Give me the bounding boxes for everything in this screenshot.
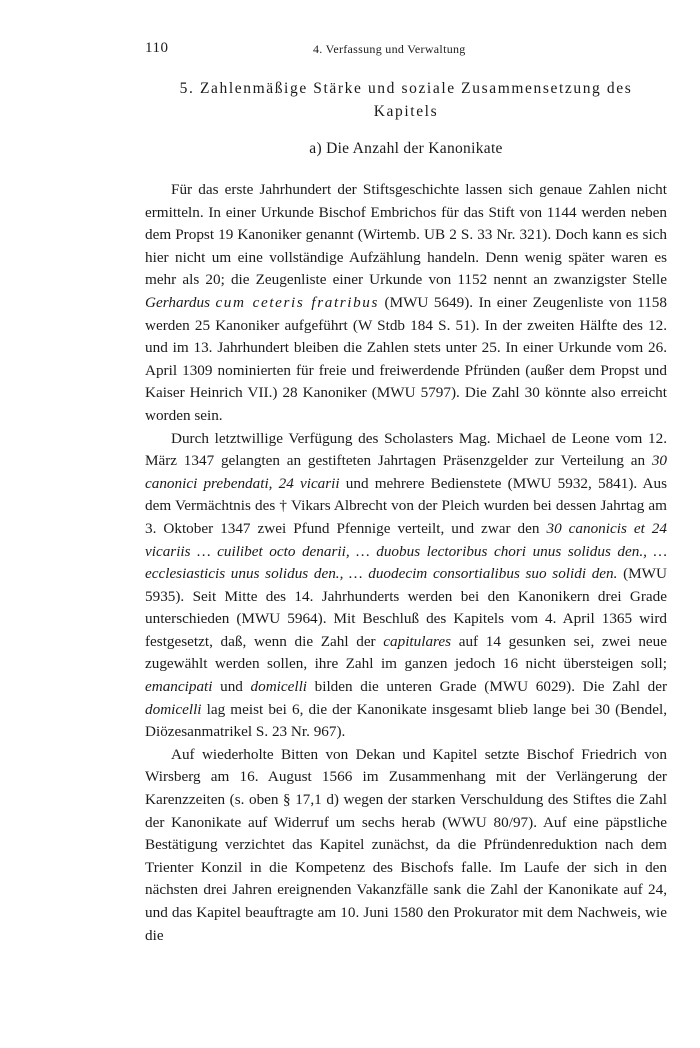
emphasis-text: domicelli <box>145 700 202 718</box>
text-run: und <box>212 678 251 696</box>
section-heading: 5. Zahlenmäßige Stärke und soziale Zusammensetzung des Kapitels <box>179 80 633 120</box>
emphasis-text: 30 canonicis et 24 vicariis … cuilibet octo denarii, … duobus lectoribus chori unus solidus den., … ecclesiasticis unus solidus den., … duodecim consortialibus suo solidi den. <box>145 519 667 583</box>
emphasis-text: cum ceteris fratribus <box>215 293 380 311</box>
emphasis-text: capitulares <box>383 632 452 650</box>
text-run: Auf wiederholte Bitten von Dekan und Kapitel setzte Bischof Friedrich von Wirsberg am 16. August 1566 im Zusammenhang mit der Verlängerung der Karenzzeiten (s. oben § 17,1 d) wegen der starken Verschuldung des Stiftes die Zahl der Kanonikate auf Widerruf um sechs herab (WWU 80/97). Auf eine päpstliche Bestätigung verzichtet das Kapitel zunächst, da die Pfründenreduktion nach dem Trienter Konzil in die Kompetenz des Bischofs falle. Im Laufe der sich in den nächsten drei Jahren ereignenden Vakanzfälle sank die Zahl der Kanonikate auf 24, und das Kapitel beauftragte am 10. Juni 1580 den Prokurator mit dem Nachweis, wie die <box>145 745 667 944</box>
emphasis-text: 30 canonici prebendati, 24 vicarii <box>145 452 667 492</box>
text-run: Durch letztwillige Verfügung des Scholasters Mag. Michael de Leone vom 12. März 1347 gelangten an gestifteten Jahrtagen Präsenzgelder zur Verteilung an <box>145 429 667 470</box>
running-title: 4. Verfassung und Verwaltung <box>313 42 466 56</box>
emphasis-text: domicelli <box>250 678 308 696</box>
text-run: Für das erste Jahrhundert der Stiftsgeschichte lassen sich genaue Zahlen nicht ermitteln. In einer Urkunde Bischof Embrichos für das Stift von 1144 werden neben dem Propst 19 Kanoniker genannt (Wirtemb. UB 2 S. 33 Nr. 321). Doch kann es sich hier nicht um eine vollständige Aufzählung handeln. Denn wenig später waren es mehr als 20; die Zeugenliste einer Urkunde von 1152 nennt an zwanzigster Stelle <box>145 181 667 289</box>
text-run: bilden die unteren Grade (MWU 6029). Die Zahl der <box>307 678 668 696</box>
subsection-heading: a) Die Anzahl der Kanonikate <box>309 140 503 157</box>
page-number: 110 <box>145 40 169 56</box>
text-run: lag meist bei 6, die der Kanonikate insgesamt blieb lange bei 30 (Bendel, Diözesanmatrikel S. 23 Nr. 967). <box>145 700 667 741</box>
paragraph <box>145 744 667 947</box>
text-run: (MWU 5649). In einer Zeugenliste von 1158 werden 25 Kanoniker aufgeführt (W Stdb 184 S. 51). In der zweiten Hälfte des 12. und im 13. Jahrhundert bleiben die Zahlen stets unter 25. In einer Urkunde vom 26. April 1309 nominierten für freie und freiwerdende Pfründen (außer dem Propst und Kaiser Heinrich VII.) 28 Kanoniker (MWU 5797). Die Zahl 30 könnte also erreicht worden sein. <box>145 293 667 424</box>
running-head <box>145 40 667 62</box>
body-text <box>145 179 667 947</box>
paragraph <box>145 179 667 428</box>
emphasis-text: emancipati <box>145 678 213 696</box>
paragraph <box>145 428 667 744</box>
text-run: auf 14 gesunken sei, zwei neue zugewählt werden sollen, ihre Zahl im ganzen jedoch 16 nicht übersteigen soll; <box>145 632 667 673</box>
emphasis-text: Gerhardus <box>145 293 216 311</box>
text-run: (MWU 5935). Seit Mitte des 14. Jahrhunderts werden bei den Kanonikern drei Grade unterschieden (MWU 5964). Mit Beschluß des Kapitels vom 4. April 1365 wird festgesetzt, daß, wenn die Zahl der <box>145 565 667 650</box>
text-run: und mehrere Bedienstete (MWU 5932, 5841). Aus dem Vermächtnis des † Vikars Albrecht von der Pleich wurden bei dessen Jahrtag am 3. Oktober 1347 zwei Pfund Pfennige verteilt, und zwar den <box>145 474 667 537</box>
